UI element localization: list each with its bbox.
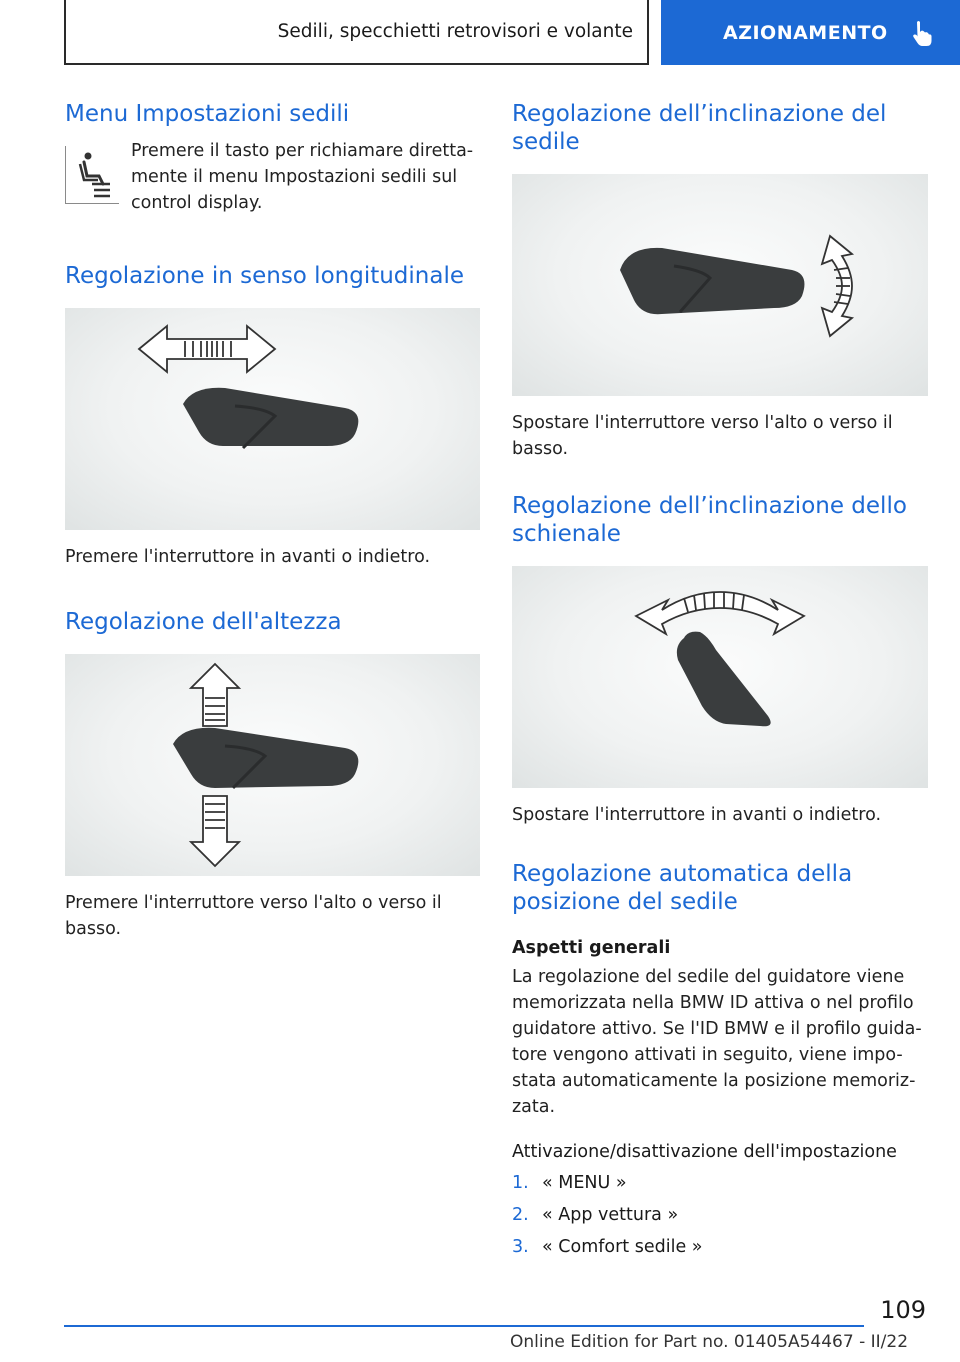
step-number: 2. (512, 1205, 529, 1225)
seat-tilt-heading: Regolazione dell’inclinazione del sedile (512, 101, 887, 155)
left-column (65, 100, 480, 942)
menu-settings-text: Premere il tasto per richiamare diretta-mente il menu Impostazioni sedili sul control display. (131, 141, 474, 213)
hand-pointer-icon (910, 20, 932, 46)
list-item (512, 1202, 928, 1228)
step-number: 1. (512, 1173, 529, 1193)
seat-settings-icon (65, 146, 119, 204)
step-text: « MENU » (542, 1173, 627, 1193)
backrest-caption: Spostare l'interruttore in avanti o indietro. (512, 805, 882, 825)
menu-settings-heading: Menu Impostazioni sedili (65, 101, 350, 127)
longitudinal-heading: Regolazione in senso longitudinale (65, 263, 465, 289)
backrest-heading: Regolazione dell’inclinazione dello schienale (512, 493, 907, 547)
height-illustration (65, 654, 480, 876)
backrest-illustration (512, 566, 928, 788)
step-number: 3. (512, 1237, 529, 1257)
list-item (512, 1170, 928, 1196)
seat-tilt-illustration (512, 174, 928, 396)
running-header-section-title: Sedili, specchietti retrovisori e volante (64, 0, 649, 65)
activation-steps (512, 1170, 928, 1260)
list-item (512, 1234, 928, 1260)
edition-footer: Online Edition for Part no. 01405A54467 - II/22 (510, 1332, 909, 1352)
general-text: La regolazione del sedile del guidatore viene memorizzata nella BMW ID attiva o nel profilo guidatore attivo. Se l'ID BMW e il profilo guida-tore vengono attivati in seguito, viene impo-stata automaticamente la posizione memoriz-zata. (512, 967, 922, 1117)
activation-subhead: Attivazione/disattivazione dell'impostazione (512, 1142, 897, 1162)
footer-divider (64, 1325, 864, 1327)
height-heading: Regolazione dell'altezza (65, 609, 342, 635)
general-subhead: Aspetti generali (512, 938, 671, 958)
seat-tilt-caption: Spostare l'interruttore verso l'alto o verso il basso. (512, 413, 893, 459)
chapter-label: AZIONAMENTO (723, 21, 888, 44)
page-number: 109 (880, 1296, 926, 1324)
longitudinal-caption: Premere l'interruttore in avanti o indietro. (65, 547, 431, 567)
auto-position-heading: Regolazione automatica della posizione del sedile (512, 861, 853, 915)
step-text: « Comfort sedile » (542, 1237, 703, 1257)
right-column (512, 100, 928, 1266)
running-header-chapter (661, 0, 960, 65)
step-text: « App vettura » (542, 1205, 679, 1225)
height-caption: Premere l'interruttore verso l'alto o verso il basso. (65, 893, 442, 939)
longitudinal-illustration (65, 308, 480, 530)
menu-settings-block (65, 140, 480, 216)
